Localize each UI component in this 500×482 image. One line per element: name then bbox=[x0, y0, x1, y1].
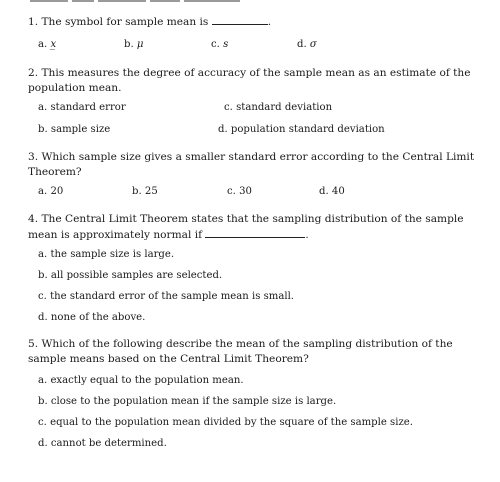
question-3-option-b[interactable]: b. 25 bbox=[132, 186, 158, 197]
question-3-option-d[interactable]: d. 40 bbox=[319, 186, 345, 197]
question-4-option-c[interactable]: c. the standard error of the sample mean is small. bbox=[38, 291, 295, 302]
question-4-option-b[interactable]: b. all possible samples are selected. bbox=[38, 270, 223, 281]
question-3-option-c[interactable]: c. 30 bbox=[227, 186, 252, 197]
question-1-option-d[interactable]: d. σ bbox=[297, 39, 317, 50]
answer-blank bbox=[212, 14, 268, 25]
answer-blank bbox=[205, 227, 305, 238]
question-2-option-a[interactable]: a. standard error bbox=[38, 102, 126, 113]
question-number: 5. bbox=[28, 338, 39, 350]
question-2-option-d[interactable]: d. population standard deviation bbox=[218, 124, 385, 135]
question-1-option-b[interactable]: b. μ bbox=[124, 39, 144, 50]
question-4-option-d[interactable]: d. none of the above. bbox=[38, 312, 146, 323]
question-5-text bbox=[28, 337, 478, 367]
question-stem: The symbol for sample mean is bbox=[41, 16, 209, 28]
question-stem: Which of the following describe the mean of the sampling distribution of the sample means based on the Central Limit Theorem? bbox=[28, 338, 453, 365]
question-5-option-b[interactable]: b. close to the population mean if the sample size is large. bbox=[38, 396, 337, 407]
question-stem-end: . bbox=[305, 229, 309, 241]
question-number: 4. bbox=[28, 213, 39, 225]
question-2-option-b[interactable]: b. sample size bbox=[38, 124, 111, 135]
question-1-text bbox=[28, 14, 478, 30]
question-stem: This measures the degree of accuracy of the sample mean as an estimate of the population mean. bbox=[28, 67, 471, 94]
question-1-option-c[interactable]: c. s bbox=[211, 39, 229, 50]
question-1-option-a[interactable]: a. x̲ bbox=[38, 39, 57, 50]
question-5-option-d[interactable]: d. cannot be determined. bbox=[38, 438, 167, 449]
question-number: 1. bbox=[28, 16, 39, 28]
question-2-option-c[interactable]: c. standard deviation bbox=[224, 102, 333, 113]
question-4-option-a[interactable]: a. the sample size is large. bbox=[38, 249, 175, 260]
question-4-text bbox=[28, 212, 478, 243]
question-5-option-a[interactable]: a. exactly equal to the population mean. bbox=[38, 375, 244, 386]
question-number: 3. bbox=[28, 151, 39, 163]
question-number: 2. bbox=[28, 67, 39, 79]
question-5-option-c[interactable]: c. equal to the population mean divided by the square of the sample size. bbox=[38, 417, 413, 428]
question-stem: The Central Limit Theorem states that the sampling distribution of the sample mean is approximately normal if bbox=[28, 213, 464, 241]
cropped-top-text bbox=[30, 0, 280, 3]
question-stem: Which sample size gives a smaller standard error according to the Central Limit Theorem? bbox=[28, 151, 475, 178]
question-stem-end: . bbox=[267, 16, 272, 28]
question-2-text bbox=[28, 66, 478, 96]
question-3-option-a[interactable]: a. 20 bbox=[38, 186, 64, 197]
question-3-text bbox=[28, 150, 478, 180]
